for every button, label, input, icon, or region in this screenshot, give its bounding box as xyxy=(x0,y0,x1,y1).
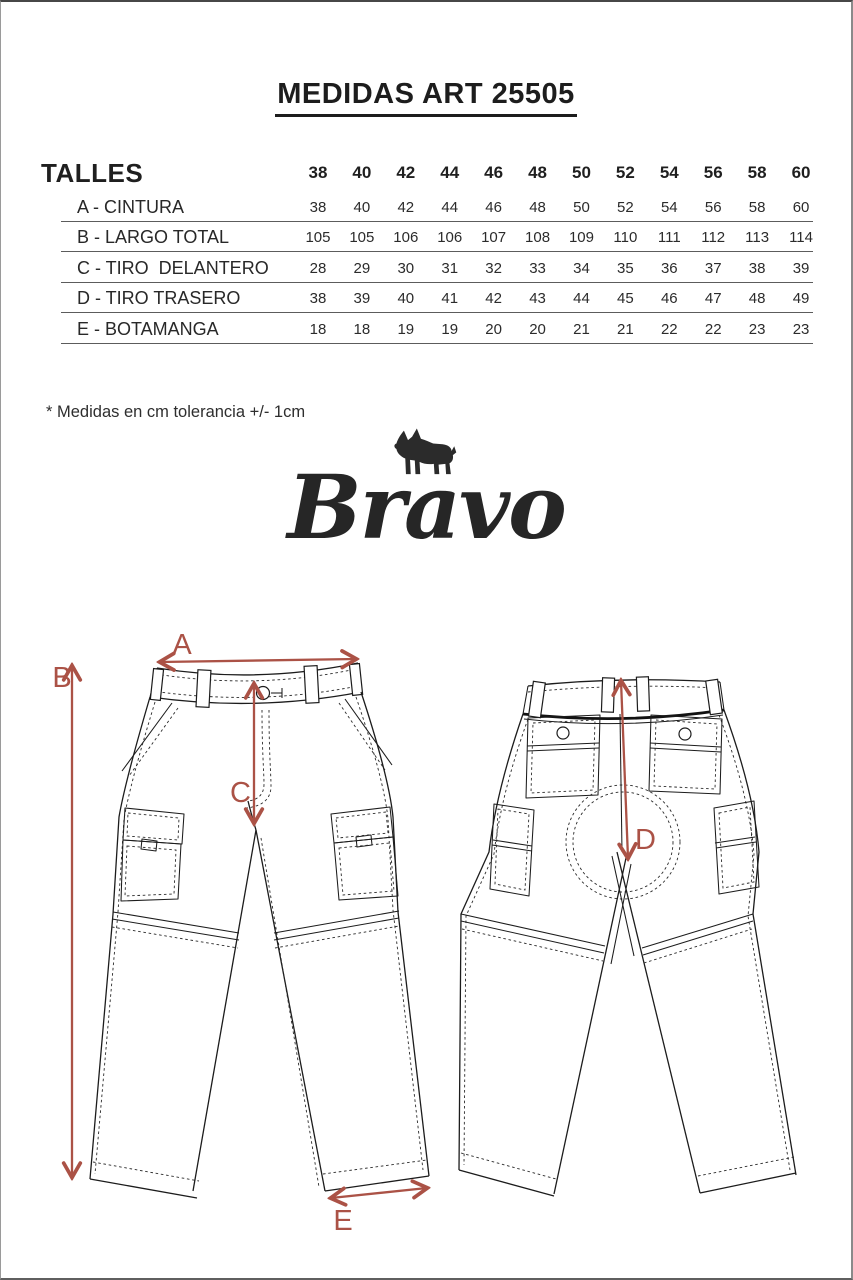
cell: 23 xyxy=(792,320,810,338)
cell: 58 xyxy=(748,198,766,216)
cell: 106 xyxy=(437,229,463,247)
front-view xyxy=(90,663,429,1198)
cell: 22 xyxy=(660,320,678,338)
cell: 18 xyxy=(353,320,371,338)
cell: 54 xyxy=(660,198,678,216)
cell: 38 xyxy=(748,259,766,277)
table-header-talles: TALLES xyxy=(41,157,144,188)
size-col: 50 xyxy=(571,163,591,182)
cell: 19 xyxy=(441,320,459,338)
cell: 35 xyxy=(617,259,634,277)
cell: 31 xyxy=(441,259,459,277)
cell: 36 xyxy=(660,259,678,277)
cell: 111 xyxy=(657,229,681,247)
cell: 44 xyxy=(441,198,459,216)
cell: 43 xyxy=(529,290,546,308)
cell: 29 xyxy=(353,259,371,277)
cell: 46 xyxy=(660,290,678,308)
brand-name: Bravo xyxy=(287,455,565,559)
cell: 42 xyxy=(397,198,415,216)
cell: 28 xyxy=(309,259,327,277)
cell: 20 xyxy=(529,320,546,338)
cell: 40 xyxy=(397,290,415,308)
cell: 39 xyxy=(353,290,371,308)
cell: 48 xyxy=(529,198,546,216)
size-col: 46 xyxy=(484,163,504,182)
row-label: C - TIRO DELANTERO xyxy=(77,257,269,278)
cell: 38 xyxy=(309,290,327,308)
cell: 106 xyxy=(393,229,419,247)
cell: 113 xyxy=(745,229,770,247)
row-label: E - BOTAMANGA xyxy=(77,318,219,339)
cell: 109 xyxy=(568,229,594,247)
cell: 105 xyxy=(305,229,331,247)
cell: 34 xyxy=(573,259,590,277)
row-label: A - CINTURA xyxy=(77,196,185,217)
cell: 49 xyxy=(792,290,810,308)
cell: 60 xyxy=(792,198,810,216)
cell: 46 xyxy=(485,198,502,216)
cell: 50 xyxy=(573,198,590,216)
cell: 32 xyxy=(485,259,502,277)
cell: 45 xyxy=(617,290,634,308)
cell: 42 xyxy=(485,290,502,308)
size-col: 42 xyxy=(396,163,416,182)
cell: 22 xyxy=(704,320,722,338)
size-col: 44 xyxy=(440,163,460,182)
size-col: 56 xyxy=(703,163,723,182)
measure-arrow-e xyxy=(331,1188,427,1198)
cell: 44 xyxy=(573,290,590,308)
cell: 114 xyxy=(789,229,813,247)
cell: 38 xyxy=(309,198,327,216)
size-col: 54 xyxy=(659,163,679,182)
cell: 47 xyxy=(704,290,722,308)
cell: 39 xyxy=(792,259,810,277)
row-label: B - LARGO TOTAL xyxy=(77,227,230,248)
cell: 108 xyxy=(525,229,551,247)
size-col: 48 xyxy=(528,163,547,182)
cell: 105 xyxy=(349,229,375,247)
cell: 37 xyxy=(704,259,722,277)
cell: 112 xyxy=(701,229,726,247)
cell: 21 xyxy=(573,320,590,338)
cell: 41 xyxy=(441,290,459,308)
size-col: 52 xyxy=(615,163,635,182)
pants-diagram xyxy=(1,2,853,1280)
tolerance-note: * Medidas en cm tolerancia +/- 1cm xyxy=(46,403,306,421)
cell: 52 xyxy=(617,198,634,216)
size-col: 58 xyxy=(747,163,767,182)
cell: 48 xyxy=(748,290,766,308)
page-title: MEDIDAS ART 25505 xyxy=(275,78,577,117)
cell: 40 xyxy=(353,198,371,216)
cell: 19 xyxy=(397,320,415,338)
cell: 56 xyxy=(704,198,722,216)
size-col: 60 xyxy=(791,163,811,182)
cell: 110 xyxy=(613,229,638,247)
back-view xyxy=(459,677,796,1196)
cell: 23 xyxy=(748,320,766,338)
measure-label-c: C xyxy=(230,777,251,809)
row-label: D - TIRO TRASERO xyxy=(77,288,241,309)
size-col: 38 xyxy=(308,163,328,182)
measure-label-e: E xyxy=(333,1205,353,1237)
measure-label-b: B xyxy=(52,662,72,694)
cell: 33 xyxy=(529,259,546,277)
cell: 21 xyxy=(617,320,634,338)
cell: 107 xyxy=(481,229,507,247)
cell: 30 xyxy=(397,259,415,277)
size-col: 40 xyxy=(352,163,372,182)
measure-label-a: A xyxy=(172,629,192,661)
cell: 20 xyxy=(485,320,502,338)
measure-label-d: D xyxy=(635,824,656,856)
cell: 18 xyxy=(309,320,327,338)
